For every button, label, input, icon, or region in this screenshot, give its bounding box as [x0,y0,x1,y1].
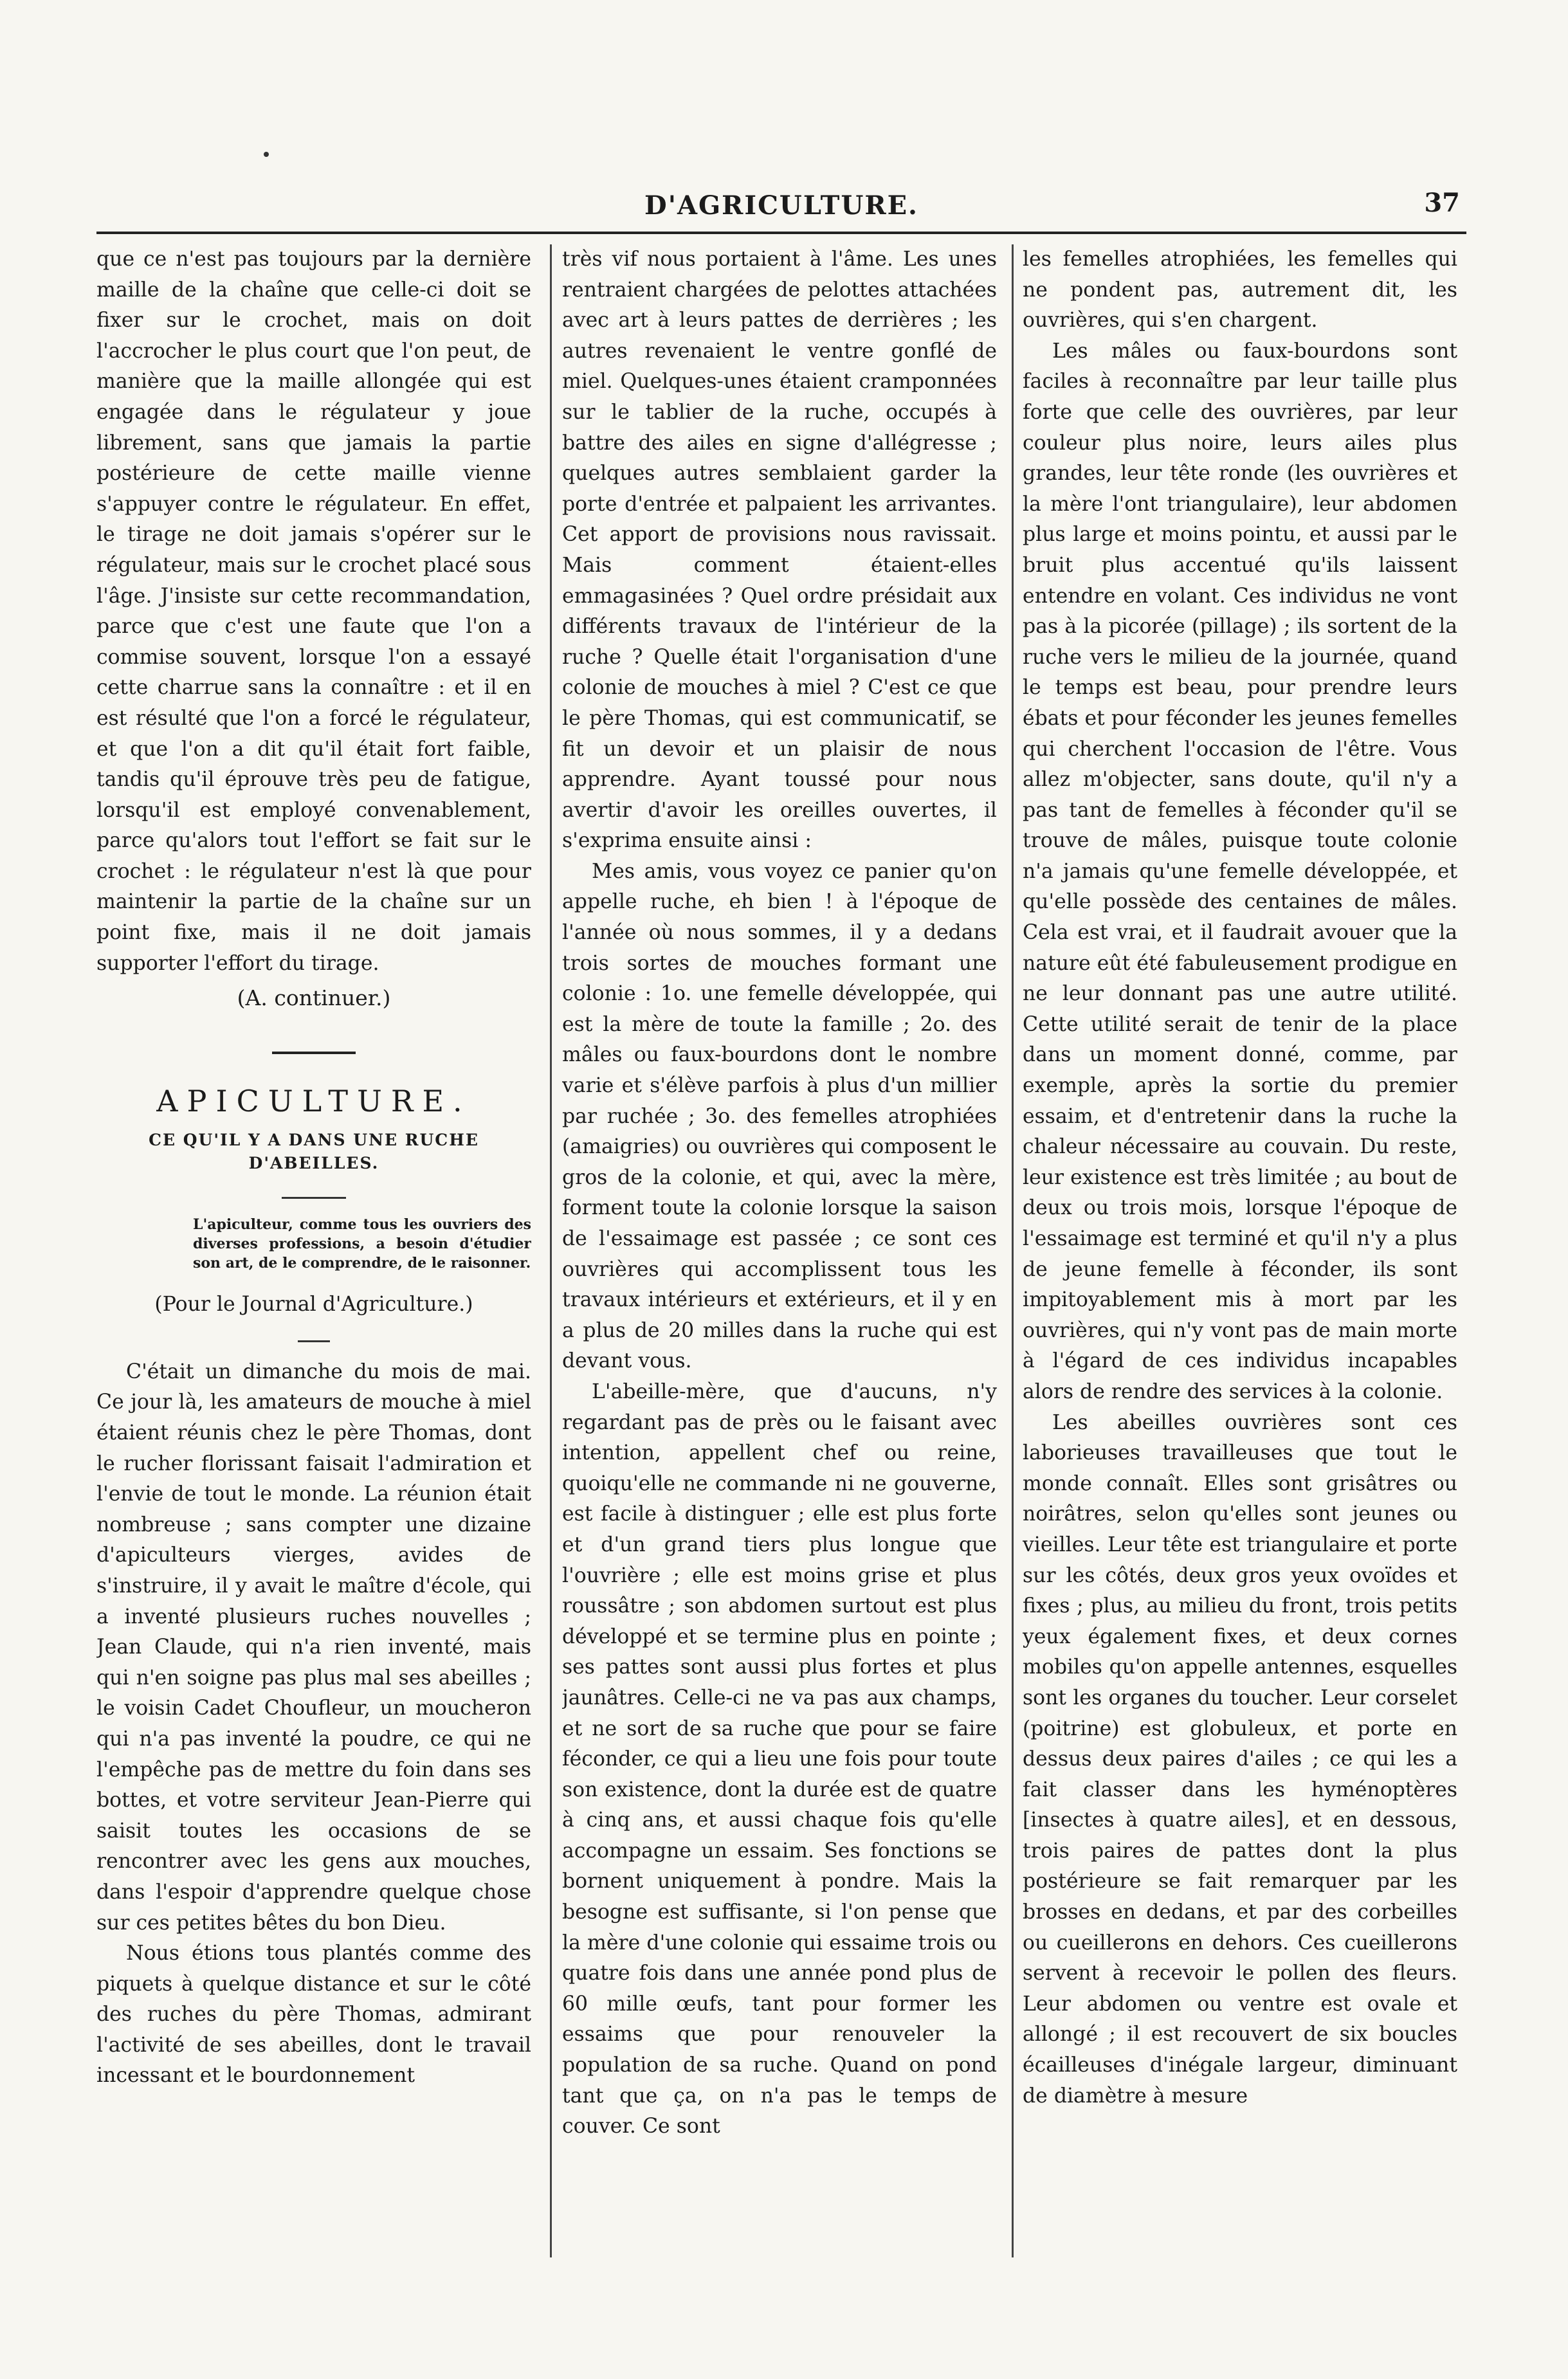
column-2 [562,244,997,2257]
paragraph: Les mâles ou faux-bourdons sont faciles à reconnaître par leur taille plus forte que celle des ouvrières, par leur couleur plus noire, leurs ailes plus grandes, leur tête ronde (les ouvrières et la mère l'ont triangulaire), leur abdomen plus large et moins pointu, et aussi par le bruit plus accentué qu'ils laissent entendre en volant. Ces individus ne vont pas à la picorée (pillage) ; ils sortent de la ruche vers le milieu de la journée, quand le temps est beau, pour prendre leurs ébats et pour féconder les jeunes femelles qui cherchent l'occasion de l'être. Vous allez m'objecter, sans doute, qu'il n'y a pas tant de femelles à féconder qu'il se trouve de mâles, puisque toute colonie n'a jamais qu'une femelle développée, et qu'elle possède des centaines de mâles. Cela est vrai, et il faudrait avouer que la nature eût été fabuleusement prodigue en ne leur donnant pas une autre utilité. Cette utilité serait de tenir de la place dans un moment donné, comme, par exemple, après la sortie du premier essaim, et d'entretenir dans la ruche la chaleur nécessaire au couvain. Du reste, leur existence est très limitée ; au bout de deux ou trois mois, lorsque l'époque de l'essaimage est terminé et qu'il n'y a plus de jeune femelle à féconder, ils sont impitoyablement mis à mort par les ouvrières, qui n'y vont pas de main morte à l'égard de ces individus incapables alors de rendre des services à la colonie. [1023,339,1457,1403]
paragraph: Les abeilles ouvrières sont ces laborieuses travailleuses que tout le monde connaît. Elles sont grisâtres ou noirâtres, selon qu'elles sont jeunes ou vieilles. Leur tête est triangulaire et porte sur les côtés, deux gros yeux ovoïdes et fixes ; plus, au milieu du front, trois petits yeux également fixes, et deux cornes mobiles qu'on appelle antennes, esquelles sont les organes du toucher. Leur corselet (poitrine) est globuleux, et porte en dessus deux paires d'ailes ; ce qui les a fait classer dans les hyménoptères [insectes à quatre ailes], et en dessous, trois paires de pattes dont la plus postérieure se fait remarquer par les brosses en dedans, et par des corbeilles ou cueillerons en dehors. Ces cueillerons servent à recevoir le pollen des fleurs. Leur abdomen ou ventre est ovale et allongé ; il est recouvert de six boucles écailleuses d'inégale largeur, diminuant de diamètre à mesure [1023,1410,1457,2108]
epigraph: L'apiculteur, comme tous les ouvriers des diverses professions, a besoin d'étudier son art, de le comprendre, de le raisonner. [193,1216,531,1272]
to-be-continued: (A. continuer.) [237,985,391,1011]
byline: (Pour le Journal d'Agriculture.) [154,1292,473,1316]
print-speck [264,152,269,157]
article-subhead: CE QU'IL Y A DANS UNE RUCHE D'ABEILLES. [149,1131,479,1173]
subhead-rule [96,1178,531,1208]
paragraph: C'était un dimanche du mois de mai. Ce jour là, les amateurs de mouche à miel étaient réunis chez le père Thomas, dont le rucher florissant faisait l'admiration et l'envie de tout le monde. La réunion était nombreuse ; sans compter une dizaine d'apiculteurs vierges, avides de s'instruire, il y avait le maître d'école, qui a inventé plusieurs ruches nouvelles ; Jean Claude, qui n'a rien inventé, mais qui n'en soigne pas plus mal ses abeilles ; le voisin Cadet Choufleur, un moucheron qui n'a pas inventé la poudre, ce qui ne l'empêche pas de mettre du foin dans ses bottes, et votre serviteur Jean-Pierre qui saisit toutes les occasions de se rencontrer avec les gens aux mouches, dans l'espoir d'apprendre quelque chose sur ces petites bêtes du bon Dieu. [96,1360,531,1935]
paragraph: L'abeille-mère, que d'aucuns, n'y regardant pas de près ou le faisant avec intention, appellent chef ou reine, quoiqu'elle ne commande ni ne gouverne, est facile à distinguer ; elle est plus forte et d'un grand tiers plus longue que l'ouvrière ; elle est moins grise et plus roussâtre ; son abdomen surtout est plus développé et se termine plus en pointe ; ses pattes sont aussi plus fortes et plus jaunâtres. Celle-ci ne va pas aux champs, et ne sort de sa ruche que pour se faire féconder, ce qui a lieu une fois pour toute son existence, dont la durée est de quatre à cinq ans, et aussi chaque fois qu'elle accompagne un essaim. Ses fonctions se bornent uniquement à pondre. Mais la besogne est suffisante, si l'on pense que la mère d'une colonie qui essaime trois ou quatre fois dans une année pond plus de 60 mille œufs, tant pour former les essaims que pour renouveler la population de sa ruche. Quand on pond tant que ça, on n'a pas le temps de couver. Ce sont [562,1380,997,2138]
paragraph: que ce n'est pas toujours par la dernière maille de la chaîne que celle-ci doit se fixer sur le crochet, mais on doit l'accrocher le plus court que l'on peut, de manière que la maille allongée qui est engagée dans le régulateur y joue librement, sans que jamais la partie postérieure de cette maille vienne s'appuyer contre le régulateur. En effet, le tirage ne doit jamais s'opérer sur le régulateur, mais sur le crochet placé sous l'âge. J'insiste sur cette recommandation, parce que c'est une faute que l'on a commise souvent, lorsque l'on a essayé cette charrue sans la connaître : et il en est résulté que l'on a forcé le régulateur, et que l'on a dit qu'il était fort faible, tandis qu'il éprouve très peu de fatigue, lorsqu'il est employé convenablement, parce qu'alors tout l'effort se fait sur le crochet : le régulateur n'est là que pour maintenir la partie de la chaîne sur un point fixe, mais il ne doit jamais supporter l'effort du tirage. [96,248,531,975]
paragraph: Mes amis, vous voyez ce panier qu'on appelle ruche, eh bien ! à l'époque de l'année où nous sommes, il y a dedans trois sortes de mouches formant une colonie : 1o. une femelle développée, qui est la mère de toute la famille ; 2o. des mâles ou faux-bourdons dont le nombre varie et s'élève parfois à plus d'un millier par ruchée ; 3o. des femelles atrophiées (amaigries) ou ouvrières qui composent le gros de la colonie, et qui, avec la mère, forment toute la colonie lorsque la saison de l'essaimage est passée ; ce sont ces ouvrières qui accomplissent tous les travaux intérieurs et extérieurs, et il y en a plus de 20 milles dans la ruche qui est devant vous. [562,859,997,1373]
paragraph: les femelles atrophiées, les femelles qui ne pondent pas, autrement dit, les ouvrières, qui s'en chargent. [1023,248,1457,333]
column-rule-2 [1012,244,1014,2257]
running-header [96,187,1466,234]
running-title: D'AGRICULTURE. [644,190,918,221]
paragraph: Nous étions tous plantés comme des piquets à quelque distance et sur le côté des ruches du père Thomas, admirant l'activité de ses abeilles, dont le travail incessant et le bourdonnement [96,1942,531,2088]
paragraph: très vif nous portaient à l'âme. Les unes rentraient chargées de pelottes attachées avec art à leurs pattes de derrières ; les autres revenaient le ventre gonflé de miel. Quelques-unes étaient cramponnées sur le tablier de la ruche, occupés à battre des ailes en signe d'allégresse ; quelques autres semblaient garder la porte d'entrée et palpaient les arrivantes. Cet apport de provisions nous ravissait. Mais comment étaient-elles emmagasinées ? Quel ordre présidait aux différents travaux de l'intérieur de la ruche ? Quelle était l'organisation d'une colonie de mouches à miel ? C'est ce que le père Thomas, qui est communicatif, se fit un devoir et un plaisir de nous apprendre. Ayant toussé pour nous avertir d'avoir les oreilles ouvertes, il s'exprima ensuite ainsi : [562,248,997,853]
column-rule-1 [550,244,552,2257]
page-number: 37 [1424,188,1460,218]
column-3 [1023,244,1457,2257]
section-title: APICULTURE. [156,1084,471,1119]
byline-separator [96,1321,531,1352]
section-ornament [96,1033,531,1064]
column-1 [96,244,531,2257]
